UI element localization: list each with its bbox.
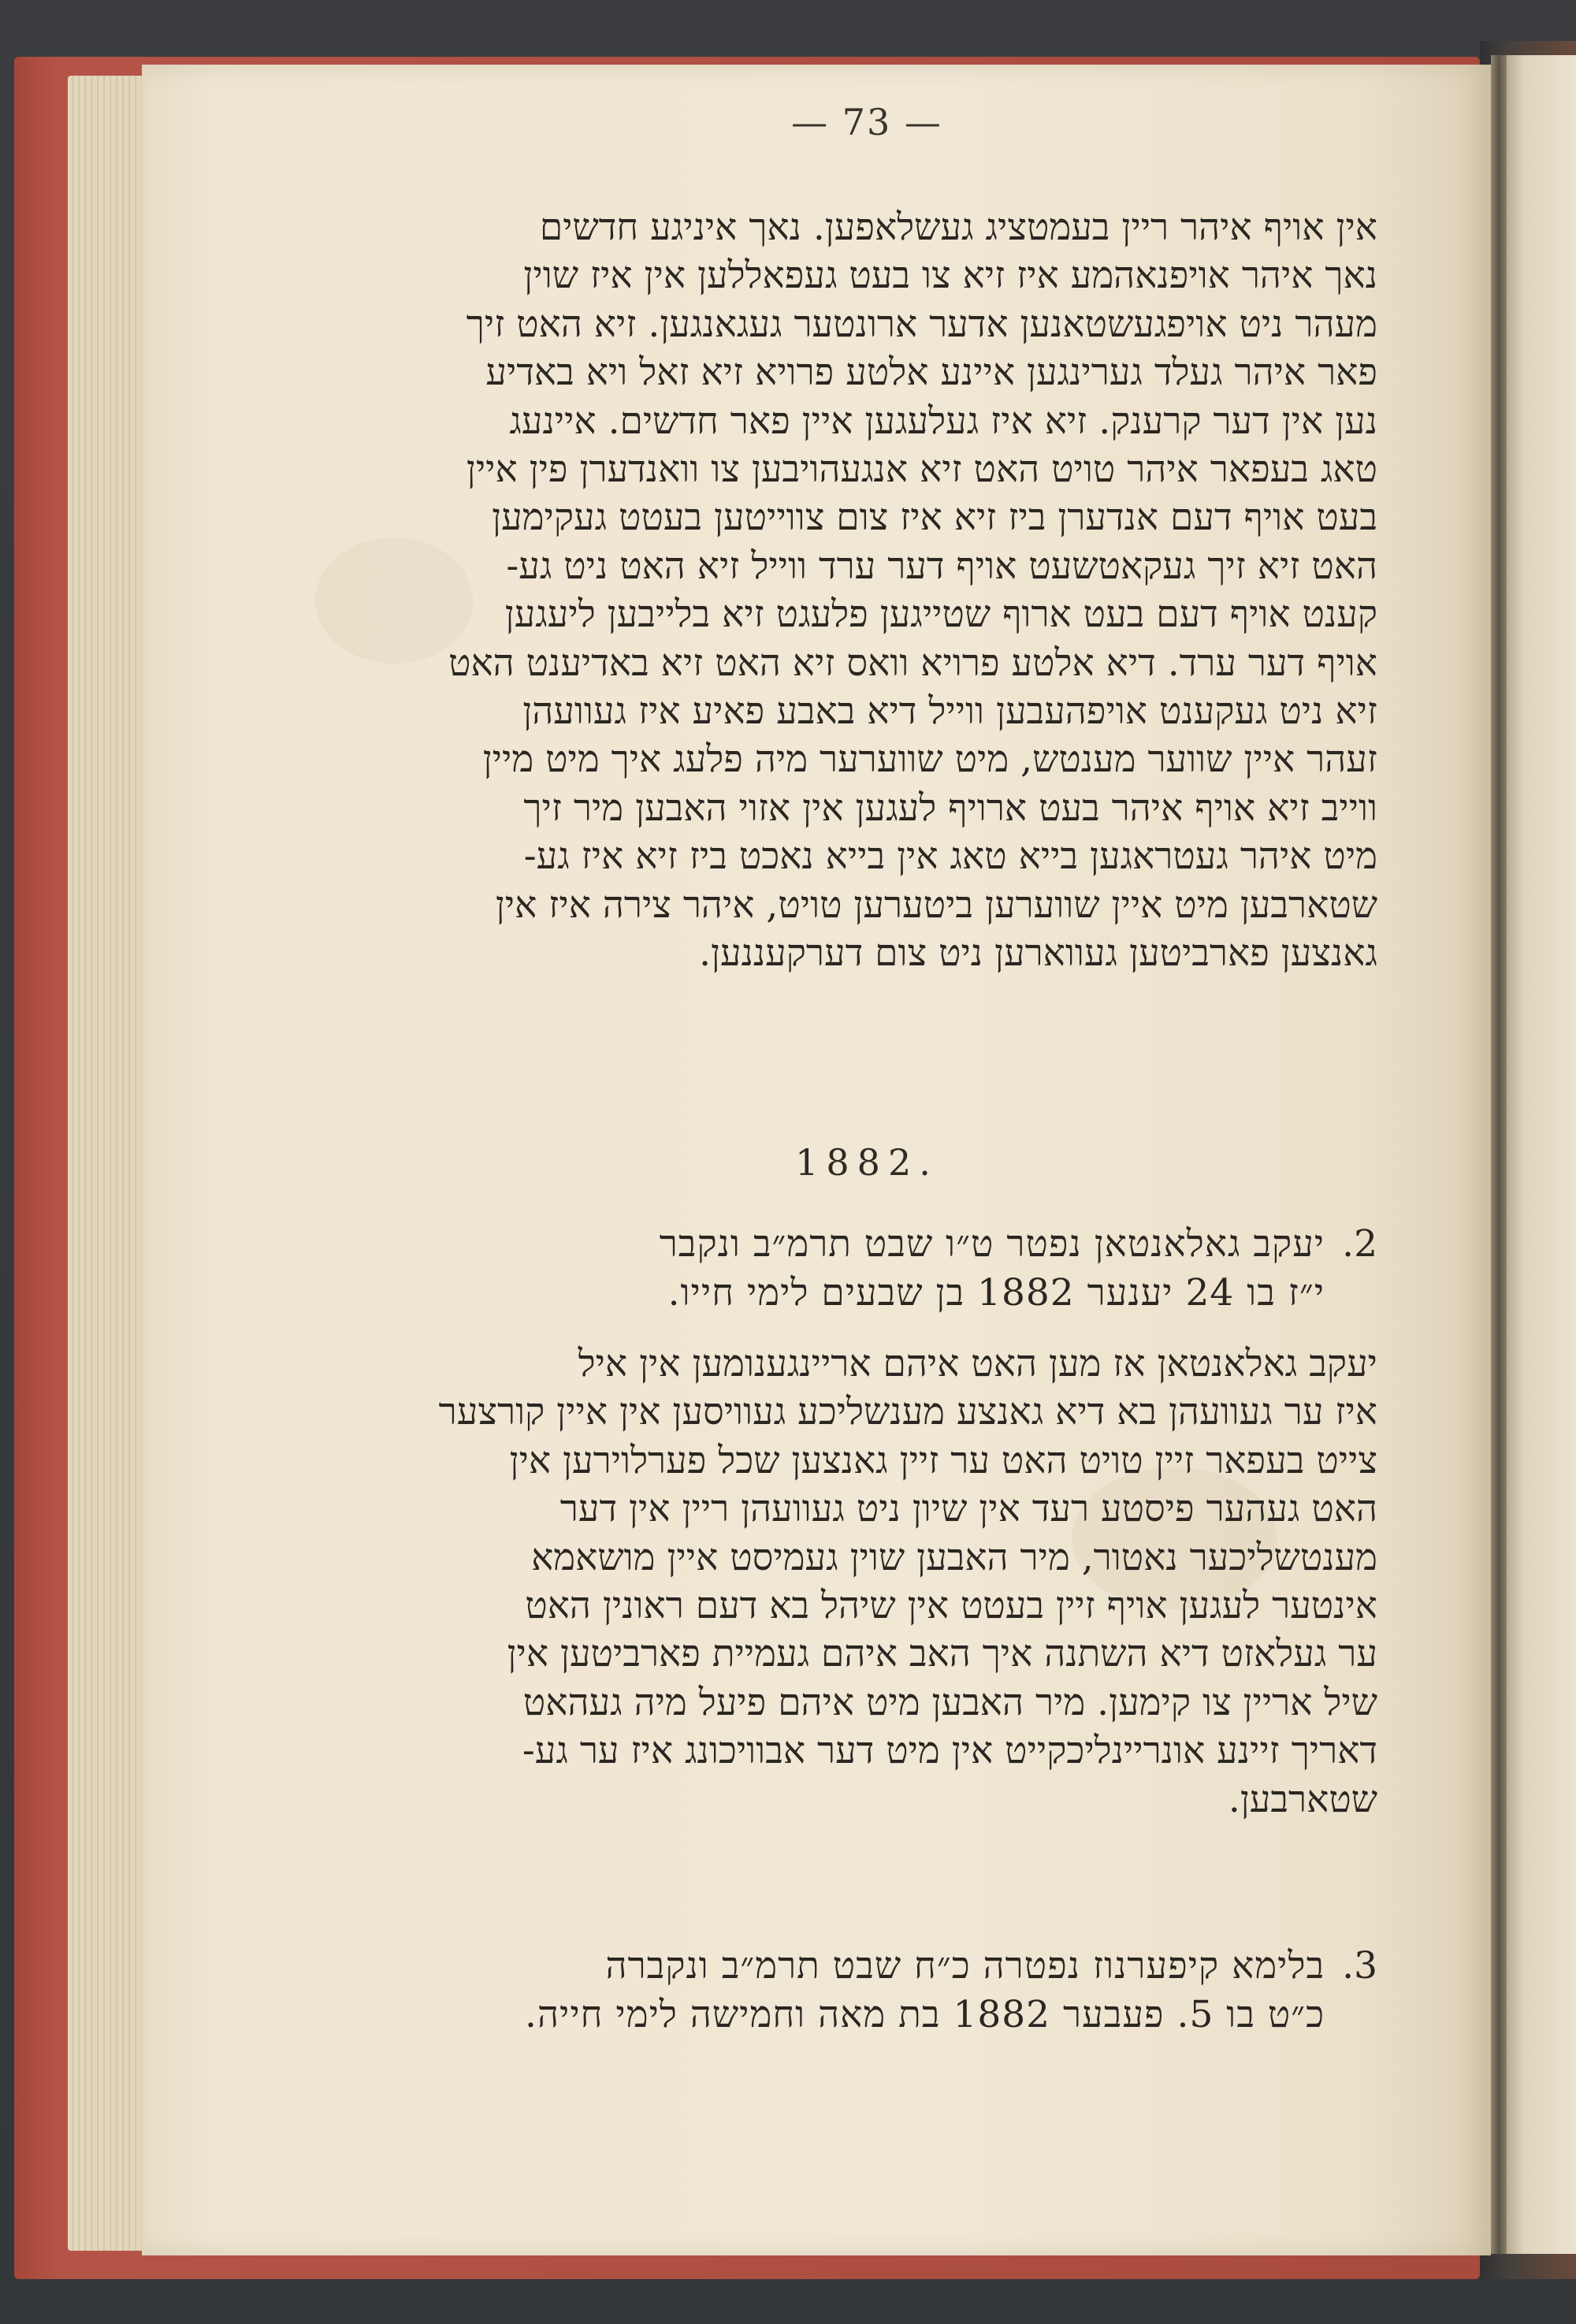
- book-gutter: [1491, 55, 1507, 2254]
- main-paragraph-block: [180, 203, 1377, 978]
- entry-2: [180, 1220, 1377, 1824]
- year-heading: 1882.: [795, 1141, 939, 1184]
- entry-body: יעקב גאלאנטאן אז מען האט איהם אריינגענומען אין איל איז ער געוועהן בא דיא גאנצע מענשליכע געוויסען אין איין קורצער צייט בעפאר זיין טויט האט ער זיין גאנצען שכל פערלוירען אין האט געהער פיסטע רעד אין שיון ניט געוועהן ריין אין דער מענטשליכער נאטור, מיר האבען שוין געמיסט איין מושאמא אינטער לעגען אויף זיין בעטט אין שיהל בא דעם ראונין האט ער געלאזט דיא השתנה איך האב איהם געמיית פארביטען אין שיל אריין צו קימען. מיר האבען מיט איהם פיעל מיה געהאט דאריך זיינע אונריינליכקייט אין מיט דער אבוויכונג איז ער גע- שטארבען.: [438, 1342, 1377, 1821]
- continued-paragraph: אין אויף איהר ריין בעמטציג געשלאפען. נאך איניגע חדשים נאך איהר אויפנאהמע איז זיא צו בעט געפאללען אין איז שוין מעהר ניט אויפגעשטאנען אדער ארונטער געגאנגען. זיא האט זיך פאר איהר געלד גערינגען איינע אלטע פרויא זיא זאל ויא באדיע נען אין דער קרענק. זיא איז געלעגען איין פאר חדשים. איינעג טאג בעפאר איהר טויט האט זיא אנגעהויבען צו וואנדערן פין איין בעט אויף דעם אנדערן ביז זיא איז צום צווייטען בעטט געקימען האט זיא זיך געקאטשעט אויף דער ערד ווייל זיא האט ניט גע- קענט אויף דעם בעט ארוף שטייגען פלעגט זיא בלייבען ליעגען אויף דער ערד. דיא אלטע פרויא וואס זיא האט זיא באדיענט האט זיא ניט געקענט אויפהעבען ווייל דיא באבע פאיע איז געוועהן זעהר איין שווער מענטש, מיט שווערער מיה פלעג איך מיט מיין ווייב זיא אויף איהר בעט ארויף לעגען אין אזוי האבען מיר זיך מיט איהר געטראגען בייא טאג אין בייא נאכט ביז זיא איז גע- שטארבען מיט איין שווערען ביטערען טויט, איהר צירה איז אין גאנצען פארביטען געווארען ניט צום דערקעננען.: [448, 206, 1377, 976]
- entry-number: 2.: [1342, 1222, 1377, 1266]
- page-number: — 73 —: [791, 101, 942, 143]
- entry-heading: יעקב גאלאנטאן נפטר ט״ו שבט תרמ״ב ונקבר י״ז בו 24 יענער 1882 בן שבעים לימי חייו.: [659, 1222, 1325, 1314]
- entry-3: [180, 1942, 1377, 2040]
- entry-heading: בלימא קיפערנוז נפטרה כ״ח שבט תרמ״ב ונקברה כ״ט בו 5. פעבער 1882 בת מאה וחמישה לימי חייה.: [525, 1944, 1325, 2036]
- entry-number: 3.: [1342, 1944, 1377, 1987]
- facing-page-edge: [1507, 55, 1576, 2254]
